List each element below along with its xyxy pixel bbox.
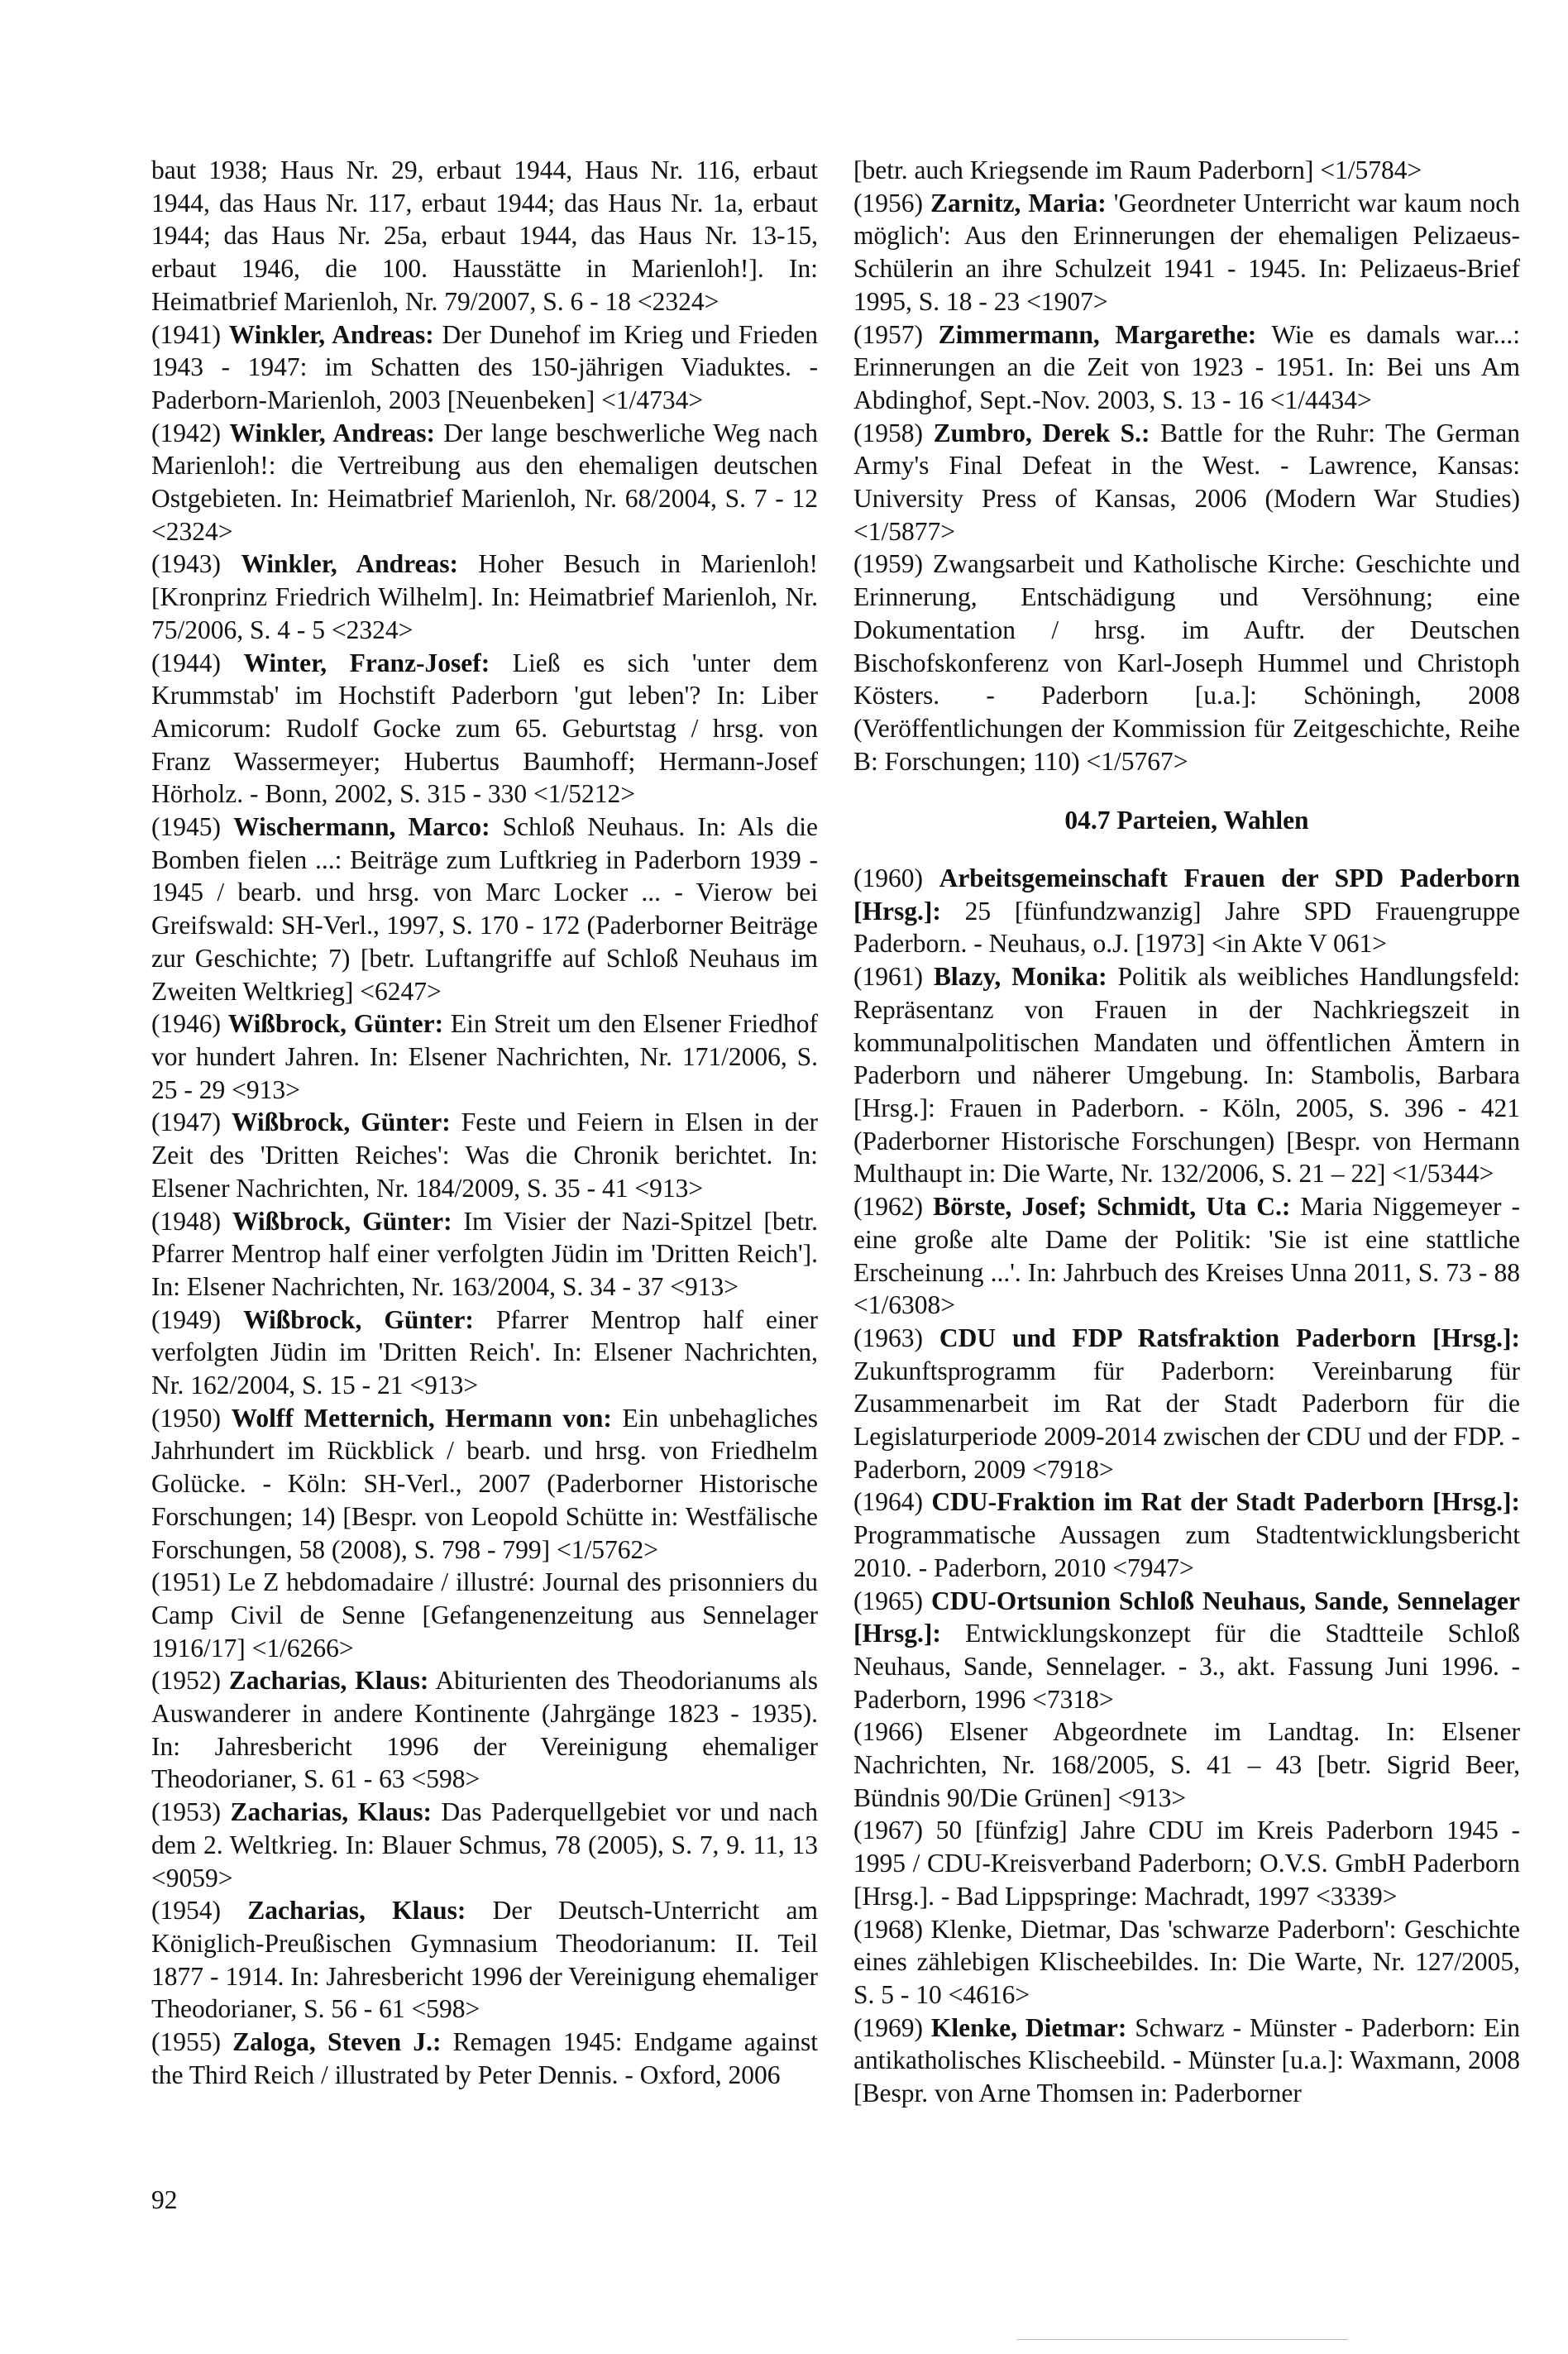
bibliography-entry xyxy=(853,960,1520,1190)
entry-text: Elsener Abgeordnete im Landtag. In: Elsener Nachrichten, Nr. 168/2005, S. 41 – 43 [betr. Sigrid Beer, Bündnis 90/Die Grünen] <913> xyxy=(853,1717,1520,1812)
entry-number: (1968) xyxy=(853,1914,923,1944)
entry-author: Zaloga, Steven J.: xyxy=(232,2027,442,2057)
entry-text: Entwicklungskonzept für die Stadtteile Schloß Neuhaus, Sande, Sennelager. - 3., akt. Fassung Juni 1996. - Paderborn, 1996 <7318> xyxy=(853,1619,1520,1714)
bibliography-entry xyxy=(853,1814,1520,1912)
entry-number: (1959) xyxy=(853,549,923,579)
entry-text: Ließ es sich 'unter dem Krummstab' im Hochstift Paderborn 'gut leben'? In: Liber Amicorum: Rudolf Gocke zum 65. Geburtstag / hrsg. von Franz Wassermeyer; Hubertus Baumhoff; Hermann-Josef Hörholz. - Bonn, 2002, S. 315 - 330 <1/5212> xyxy=(151,648,818,809)
bibliography-entry xyxy=(853,417,1520,548)
entry-text: Schloß Neuhaus. In: Als die Bomben fielen ...: Beiträge zum Luftkrieg in Paderborn 1939 - 1945 / bearb. und hrsg. von Marc Locker ... - Vierow bei Greifswald: SH-Verl., 1997, S. 170 - 172 (Paderborner Beiträge zur Geschichte; 7) [betr. Luftangriffe auf Schloß Neuhaus im Zweiten Weltkrieg] <6247> xyxy=(151,812,819,1006)
right-entries-before xyxy=(853,187,1520,778)
entry-author: Zacharias, Klaus: xyxy=(230,1797,432,1827)
bibliography-entry xyxy=(151,1205,818,1304)
bibliography-entry xyxy=(151,1664,818,1796)
entry-author: CDU-Fraktion im Rat der Stadt Paderborn [Hrsg.]: xyxy=(931,1487,1521,1517)
right-entries-after xyxy=(853,862,1520,2110)
page-number: 92 xyxy=(151,2185,178,2214)
bibliography-entry xyxy=(853,1322,1520,1486)
entry-number: (1948) xyxy=(151,1206,221,1236)
entry-text: 'Geordneter Unterricht war kaum noch möglich': Aus den Erinnerungen der ehemaligen Pelizaeus-Schülerin an ihre Schulzeit 1941 - 1945. In: Pelizaeus-Brief 1995, S. 18 - 23 <1907> xyxy=(853,188,1521,316)
entry-text: Ein Streit um den Elsener Friedhof vor hundert Jahren. In: Elsener Nachrichten, Nr. 171/2006, S. 25 - 29 <913> xyxy=(151,1009,819,1104)
entry-author: CDU und FDP Ratsfraktion Paderborn [Hrsg.]: xyxy=(939,1323,1520,1352)
bibliography-entry xyxy=(853,318,1520,417)
entry-number: (1969) xyxy=(853,2012,923,2042)
entry-text: Wie es damals war...: Erinnerungen an die Zeit von 1923 - 1951. In: Bei uns Am Abdinghof, Sept.-Nov. 2003, S. 13 - 16 <1/4434> xyxy=(853,319,1520,414)
bibliography-entry xyxy=(151,1304,818,1402)
bibliography-entry xyxy=(151,1106,818,1204)
entry-author: CDU-Ortsunion Schloß Neuhaus, Sande, Sennelager [Hrsg.]: xyxy=(853,1586,1520,1648)
entry-number: (1965) xyxy=(853,1586,923,1615)
entry-number: (1963) xyxy=(853,1323,923,1352)
bibliography-entry xyxy=(151,1796,818,1894)
entry-text: Pfarrer Mentrop half einer verfolgten Jüdin im 'Dritten Reich'. In: Elsener Nachrichten, Nr. 162/2004, S. 15 - 21 <913> xyxy=(151,1304,819,1400)
entry-number: (1942) xyxy=(151,418,221,447)
bibliography-entry xyxy=(853,2012,1520,2110)
entry-number: (1951) xyxy=(151,1567,221,1597)
entry-author: Zacharias, Klaus: xyxy=(247,1896,466,1926)
bibliography-entry xyxy=(151,647,818,811)
bibliography-entry xyxy=(853,187,1520,318)
entry-author: Zarnitz, Maria: xyxy=(930,188,1107,218)
entry-number: (1961) xyxy=(853,962,923,992)
entry-text: Der Dunehof im Krieg und Frieden 1943 - 1947: im Schatten des 150-jährigen Viaduktes. - Paderborn-Marienloh, 2003 [Neuenbeken] <1/4734> xyxy=(151,319,819,414)
bibliography-entry xyxy=(151,1402,818,1567)
entry-number: (1943) xyxy=(151,549,221,579)
entry-text: Abiturienten des Theodorianums als Auswanderer in andere Kontinente (Jahrgänge 1823 - 1935). In: Jahresbericht 1996 der Vereinigung ehemaliger Theodorianer, S. 61 - 63 <598> xyxy=(151,1666,819,1794)
entry-text: Der Deutsch-Unterricht am Königlich-Preußischen Gymnasium Theodorianum: II. Teil 1877 - 1914. In: Jahresbericht 1996 der Vereinigung ehemaliger Theodorianer, S. 56 - 61 <598> xyxy=(151,1896,818,2024)
entry-text: Politik als weibliches Handlungsfeld: Repräsentanz von Frauen in der Nachkriegszeit in kommunalpolitischen Mandaten und öffentlichen Ämtern in Paderborn und näherer Umgebung. In: Stambolis, Barbara [Hrsg.]: Frauen in Paderborn. - Köln, 2005, S. 396 - 421 (Paderborner Historische Forschungen) [Bespr. von Hermann Multhaupt in: Die Warte, Nr. 132/2006, S. 21 – 22] <1/5344> xyxy=(853,962,1521,1189)
entry-number: (1964) xyxy=(853,1487,923,1517)
entry-author: Winkler, Andreas: xyxy=(241,549,459,579)
entry-author: Wolff Metternich, Hermann von: xyxy=(231,1403,612,1433)
entry-number: (1946) xyxy=(151,1009,221,1039)
entry-author: Zacharias, Klaus: xyxy=(228,1666,429,1696)
entry-number: (1954) xyxy=(151,1896,221,1926)
continuation-text: [betr. auch Kriegsende im Raum Paderborn] <1/5784> xyxy=(853,155,1422,184)
entry-author: Wißbrock, Günter: xyxy=(231,1108,451,1137)
bibliography-entry xyxy=(853,1913,1520,2012)
entry-text: Klenke, Dietmar, Das 'schwarze Paderborn': Geschichte eines zählebigen Klischeebildes. In: Die Warte, Nr. 127/2005, S. 5 - 10 <4616> xyxy=(853,1914,1520,2009)
entry-text: Zukunftsprogramm für Paderborn: Vereinbarung für Zusammenarbeit im Rat der Stadt Paderborn für die Legislaturperiode 2009-2014 zwischen der CDU und der FDP. - Paderborn, 2009 <7918> xyxy=(853,1356,1520,1484)
bibliography-entry xyxy=(151,1566,818,1664)
entry-number: (1953) xyxy=(151,1797,221,1827)
bibliography-entry xyxy=(151,548,818,646)
entry-author: Winkler, Andreas: xyxy=(228,319,434,349)
entry-text: Programmatische Aussagen zum Stadtentwicklungsbericht 2010. - Paderborn, 2010 <7947> xyxy=(853,1520,1520,1582)
bibliography-entry xyxy=(853,548,1520,777)
entry-text: Der lange beschwerliche Weg nach Marienloh!: die Vertreibung aus den ehemaligen deutschen Ostgebieten. In: Heimatbrief Marienloh, Nr. 68/2004, S. 7 - 12 <2324> xyxy=(151,418,819,546)
entry-author: Wißbrock, Günter: xyxy=(243,1304,474,1334)
entry-number: (1967) xyxy=(853,1816,923,1845)
entry-text: Le Z hebdomadaire / illustré: Journal des prisonniers du Camp Civil de Senne [Gefangenenzeitung aus Sennelager 1916/17] <1/6266> xyxy=(151,1567,819,1663)
bibliography-entry xyxy=(151,1894,818,2026)
bibliography-entry xyxy=(151,1007,818,1106)
entry-number: (1962) xyxy=(853,1192,923,1222)
bibliography-entry xyxy=(853,862,1520,960)
entry-text: Im Visier der Nazi-Spitzel [betr. Pfarrer Mentrop half einer verfolgten Jüdin im 'Dritten Reich']. In: Elsener Nachrichten, Nr. 163/2004, S. 34 - 37 <913> xyxy=(151,1206,819,1301)
bibliography-entry xyxy=(853,1190,1520,1322)
bibliography-entry xyxy=(853,1585,1520,1716)
bibliography-entry xyxy=(151,318,818,417)
entry-author: Klenke, Dietmar: xyxy=(930,2012,1127,2042)
entry-text: Zwangsarbeit und Katholische Kirche: Geschichte und Erinnerung, Entschädigung und Versöhnung; eine Dokumentation / hrsg. im Auftr. der Deutschen Bischofskonferenz von Karl-Joseph Hummel und Christoph Kösters. - Paderborn [u.a.]: Schöningh, 2008 (Veröffentlichungen der Kommission für Zeitgeschichte, Reihe B: Forschungen; 110) <1/5767> xyxy=(853,549,1521,776)
entry-author: Wischermann, Marco: xyxy=(233,812,490,842)
right-column xyxy=(853,154,1520,2110)
footer-rule xyxy=(1017,2339,1348,2340)
entry-author: Blazy, Monika: xyxy=(933,962,1107,992)
entry-text: Hoher Besuch in Marienloh! [Kronprinz Friedrich Wilhelm]. In: Heimatbrief Marienloh, Nr. 75/2006, S. 4 - 5 <2324> xyxy=(151,549,819,644)
entry-text: Schwarz - Münster - Paderborn: Ein antikatholisches Klischeebild. - Münster [u.a.]: Waxmann, 2008 [Bespr. von Arne Thomsen in: Paderborner xyxy=(853,2012,1521,2108)
entry-number: (1949) xyxy=(151,1304,221,1334)
bibliography-entry xyxy=(151,2026,818,2091)
entry-text: Das Paderquellgebiet vor und nach dem 2. Weltkrieg. In: Blauer Schmus, 78 (2005), S. 7, 9. 11, 13 <9059> xyxy=(151,1797,819,1892)
entry-author: Zimmermann, Margarethe: xyxy=(938,319,1257,349)
bibliography-entry xyxy=(853,1715,1520,1814)
entry-number: (1958) xyxy=(853,418,923,447)
entry-number: (1960) xyxy=(853,864,923,893)
entry-author: Wißbrock, Günter: xyxy=(227,1009,444,1039)
entry-author: Winkler, Andreas: xyxy=(229,418,435,447)
entry-author: Winter, Franz-Josef: xyxy=(243,648,490,677)
entry-text: Ein unbehagliches Jahrhundert im Rückblick / bearb. und hrsg. von Friedhelm Golücke. - Köln: SH-Verl., 2007 (Paderborner Historische Forschungen; 14) [Bespr. von Leopold Schütte in: Westfälische Forschungen, 58 (2008), S. 798 - 799] <1/5762> xyxy=(151,1403,819,1564)
section-heading: 04.7 Parteien, Wahlen xyxy=(1064,806,1309,835)
entry-number: (1956) xyxy=(853,188,923,218)
entry-text: Remagen 1945: Endgame against the Third Reich / illustrated by Peter Dennis. - Oxford, 2006 xyxy=(151,2027,819,2089)
entry-text: Maria Niggemeyer - eine große alte Dame der Politik: 'Sie ist eine stattliche Erscheinung ...'. In: Jahrbuch des Kreises Unna 2011, S. 73 - 88 <1/6308> xyxy=(853,1192,1521,1320)
bibliography-entry xyxy=(853,1486,1520,1584)
entry-number: (1941) xyxy=(151,319,221,349)
entry-number: (1945) xyxy=(151,812,221,842)
bibliography-entry xyxy=(151,417,818,548)
entry-number: (1957) xyxy=(853,319,923,349)
entry-text: 25 [fünfundzwanzig] Jahre SPD Frauengruppe Paderborn. - Neuhaus, o.J. [1973] <in Akte V 061> xyxy=(853,896,1521,959)
entry-number: (1955) xyxy=(151,2027,221,2057)
bibliography-entry xyxy=(151,811,818,1007)
entry-number: (1944) xyxy=(151,648,221,677)
entry-author: Arbeitsgemeinschaft Frauen der SPD Paderborn [Hrsg.]: xyxy=(853,864,1521,926)
entry-author: Zumbro, Derek S.: xyxy=(933,418,1150,447)
entry-text: Feste und Feiern in Elsen in der Zeit des 'Dritten Reiches': Was die Chronik berichtet. In: Elsener Nachrichten, Nr. 184/2009, S. 35 - 41 <913> xyxy=(151,1108,819,1203)
entry-number: (1952) xyxy=(151,1666,221,1696)
entry-author: Wißbrock, Günter: xyxy=(232,1206,452,1236)
entry-author: Börste, Josef; Schmidt, Uta C.: xyxy=(933,1192,1291,1222)
left-entries xyxy=(151,318,818,2092)
entry-number: (1950) xyxy=(151,1403,221,1433)
entry-number: (1966) xyxy=(853,1717,923,1747)
left-column xyxy=(151,154,818,2091)
entry-number: (1947) xyxy=(151,1108,221,1137)
entry-text: Battle for the Ruhr: The German Army's Final Defeat in the West. - Lawrence, Kansas: University Press of Kansas, 2006 (Modern War Studies) <1/5877> xyxy=(853,418,1521,546)
entry-text: 50 [fünfzig] Jahre CDU im Kreis Paderborn 1945 - 1995 / CDU-Kreisverband Paderborn; O.V.S. GmbH Paderborn [Hrsg.]. - Bad Lippspringe: Machradt, 1997 <3339> xyxy=(853,1816,1521,1911)
continuation-text: baut 1938; Haus Nr. 29, erbaut 1944, Haus Nr. 116, erbaut 1944, das Haus Nr. 117, erbaut 1944; das Haus Nr. 1a, erbaut 1944; das Haus Nr. 25a, erbaut 1944, das Haus Nr. 13-15, erbaut 1946, die 100. Hausstätte in Marienloh!]. In: Heimatbrief Marienloh, Nr. 79/2007, S. 6 - 18 <2324> xyxy=(151,155,818,316)
